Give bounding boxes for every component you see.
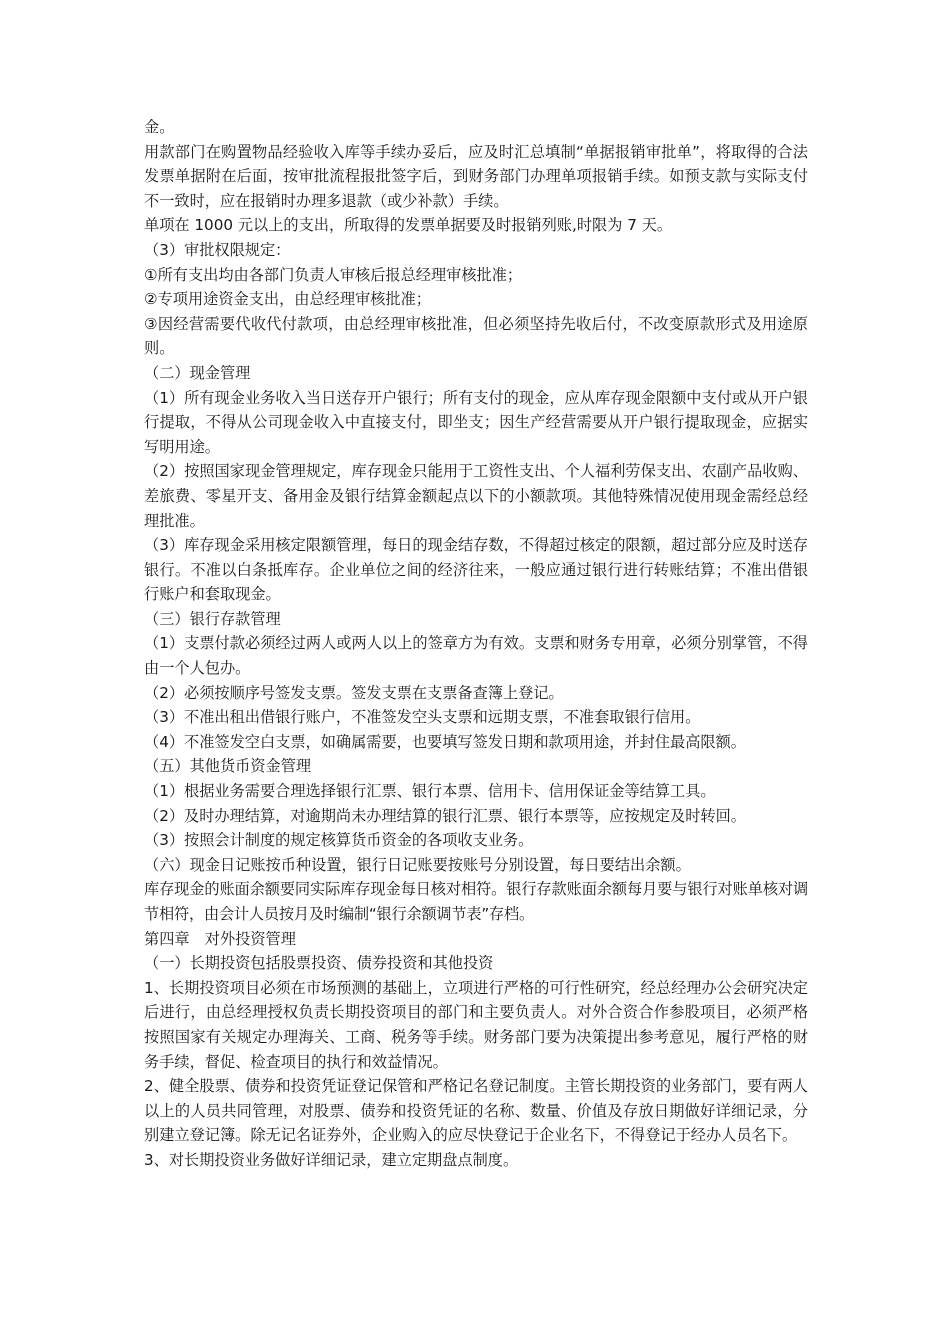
list-item-cash-1: （1）所有现金业务收入当日送存开户银行；所有支付的现金，应从库存现金限额中支付或从开户银行提取，不得从公司现金收入中直接支付，即坐支；因生产经营需要从开户银行提取现金，应据实写明用途。 (144, 388, 808, 456)
document-body (144, 115, 808, 1173)
paragraph-continuation: 金。 (144, 118, 175, 136)
section-heading-long-term-investment: （一）长期投资包括股票投资、债券投资和其他投资 (144, 954, 494, 973)
paragraph-reimbursement-procedure: 用款部门在购置物品经验收入库等手续办妥后，应及时汇总填制“单据报销审批单”，将取得的合法发票单据附在后面，按审批流程报批签字后，到财务部门办理单项报销手续。如预支款与实际支付不一致时，应在报销时办理多退款（或少补款）手续。 (144, 142, 808, 210)
list-item-investment-2: 2、健全股票、债券和投资凭证登记保管和严格记名登记制度。主管长期投资的业务部门，要有两人以上的人员共同管理，对股票、债券和投资凭证的名称、数量、价值及存放日期做好详细记录，分别建立登记簿。除无记名证券外，企业购入的应尽快登记于企业名下，不得登记于经办人员名下。 (144, 1077, 808, 1145)
section-heading-other-funds: （五）其他货币资金管理 (144, 757, 312, 776)
paragraph-reimbursement-deadline: 单项在 1000 元以上的支出，所取得的发票单据要及时报销列账,时限为 7 天。 (144, 216, 673, 235)
list-item-bank-4: （4）不准签发空白支票，如确属需要，也要填写签发日期和款项用途，并封住最高限额。 (144, 732, 746, 751)
list-item-cash-2: （2）按照国家现金管理规定，库存现金只能用于工资性支出、个人福利劳保支出、农副产品收购、差旅费、零星开支、备用金及银行结算金额起点以下的小额款项。其他特殊情况使用现金需经总经理批准。 (144, 462, 808, 530)
chapter-heading-investment: 第四章 对外投资管理 (144, 929, 296, 948)
list-item-approval-3: ③因经营需要代收代付款项，由总经理审核批准，但必须坚持先收后付，不改变原款形式及用途原则。 (144, 314, 808, 358)
section-heading-cash-management: （二）现金管理 (144, 363, 251, 382)
section-heading-journal: （六）现金日记账按币种设置，银行日记账要按账号分别设置，每日要结出余额。 (144, 855, 691, 874)
list-item-other-funds-3: （3）按照会计制度的规定核算货币资金的各项收支业务。 (144, 831, 534, 850)
list-item-investment-1: 1、长期投资项目必须在市场预测的基础上，立项进行严格的可行性研究，经总经理办公会研究决定后进行，由总经理授权负责长期投资项目的部门和主要负责人。对外合资合作参股项目，必须严格按照国家有关规定办理海关、工商、税务等手续。财务部门要为决策提出参考意见，履行严格的财务手续，督促、检查项目的执行和效益情况。 (144, 978, 808, 1071)
list-item-other-funds-1: （1）根据业务需要合理选择银行汇票、银行本票、信用卡、信用保证金等结算工具。 (144, 782, 716, 801)
list-item-investment-3: 3、对长期投资业务做好详细记录，建立定期盘点制度。 (144, 1150, 519, 1169)
list-item-bank-2: （2）必须按顺序号签发支票。签发支票在支票备查簿上登记。 (144, 683, 564, 702)
list-item-bank-1: （1）支票付款必须经过两人或两人以上的签章方为有效。支票和财务专用章，必须分别掌管，不得由一个人包办。 (144, 634, 808, 678)
list-item-approval-2: ②专项用途资金支出，由总经理审核批准； (144, 290, 431, 309)
subheading-approval-authority: （3）审批权限规定： (144, 240, 291, 259)
list-item-other-funds-2: （2）及时办理结算，对逾期尚未办理结算的银行汇票、银行本票等，应按规定及时转回。 (144, 806, 746, 825)
list-item-approval-1: ①所有支出均由各部门负责人审核后报总经理审核批准； (144, 265, 523, 284)
list-item-cash-3: （3）库存现金采用核定限额管理，每日的现金结存数，不得超过核定的限额，超过部分应及时送存银行。不准以白条抵库存。企业单位之间的经济往来，一般应通过银行进行转账结算；不准出借银行账户和套取现金。 (144, 536, 808, 604)
paragraph-reconciliation: 库存现金的账面余额要同实际库存现金每日核对相符。银行存款账面余额每月要与银行对账单核对调节相符，由会计人员按月及时编制“银行余额调节表”存档。 (144, 880, 808, 923)
section-heading-bank-deposit: （三）银行存款管理 (144, 609, 281, 628)
list-item-bank-3: （3）不准出租出借银行账户，不准签发空头支票和远期支票，不准套取银行信用。 (144, 708, 701, 727)
